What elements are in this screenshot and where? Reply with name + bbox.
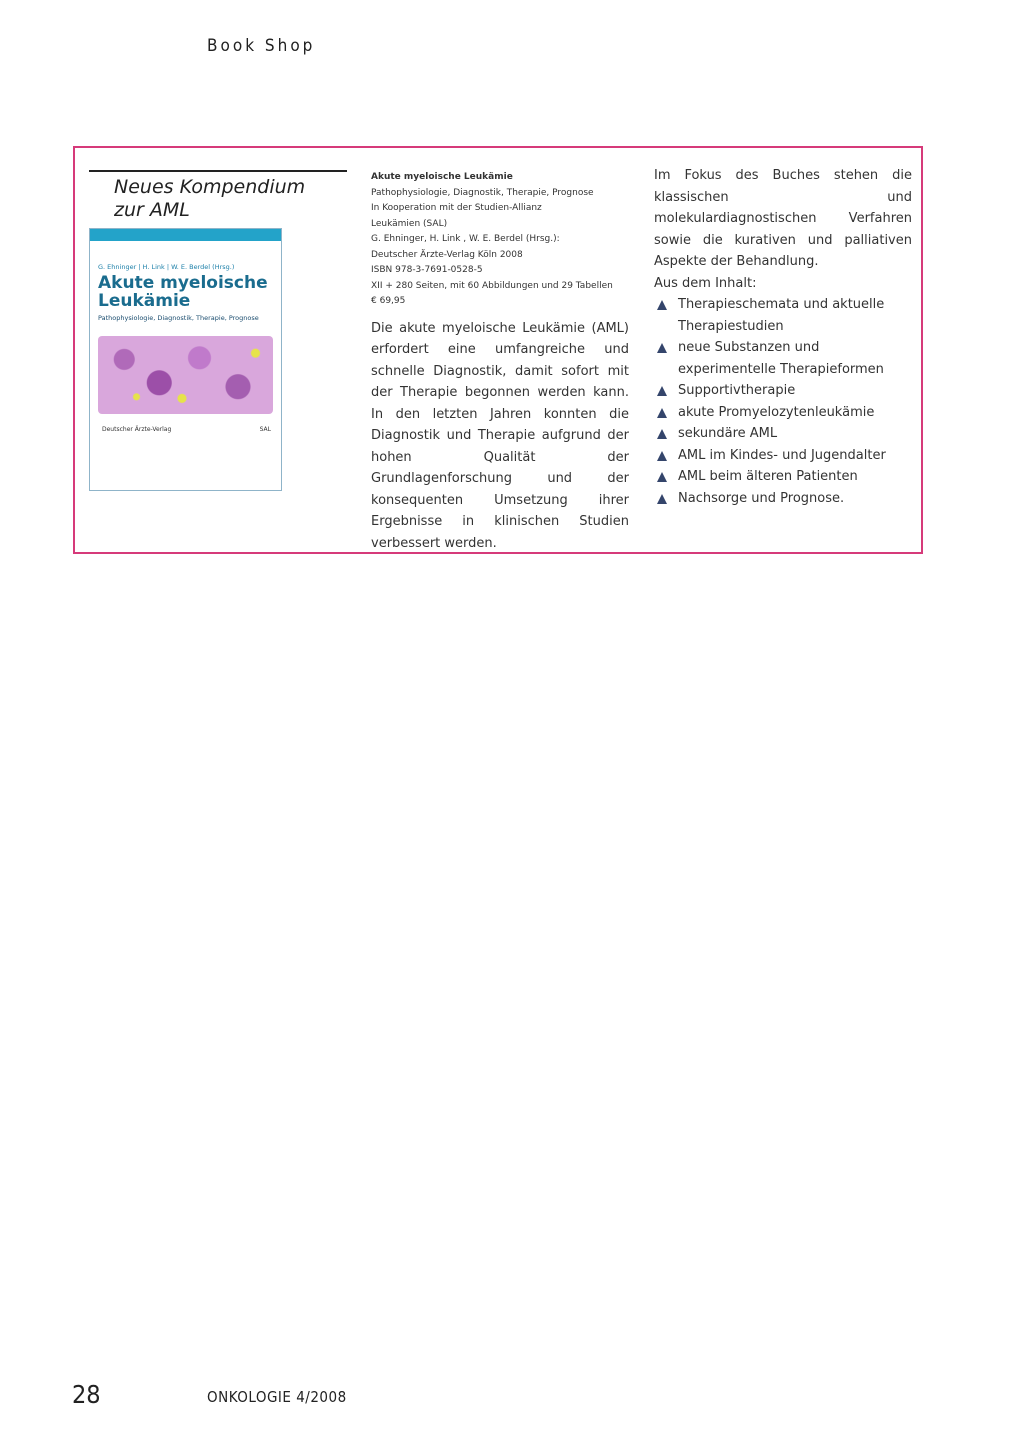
cover-subtitle: Pathophysiologie, Diagnostik, Therapie, Prognose — [98, 314, 259, 322]
heading-line-2: zur AML — [114, 199, 190, 221]
book-price: € 69,95 — [371, 296, 406, 306]
list-item — [654, 337, 912, 380]
triangle-bullet-icon — [657, 429, 667, 439]
triangle-bullet-icon — [657, 343, 667, 353]
list-item-text: Supportivtherapie — [678, 383, 796, 398]
cover-authors: G. Ehninger | H. Link | W. E. Berdel (Hrsg.) — [98, 263, 235, 271]
triangle-bullet-icon — [657, 472, 667, 482]
list-item — [654, 488, 912, 510]
section-title: Book Shop — [207, 36, 316, 56]
book-cooperation-2: Leukämien (SAL) — [371, 218, 448, 229]
book-cover-image — [89, 228, 282, 491]
book-metadata — [371, 170, 629, 310]
triangle-bullet-icon — [657, 300, 667, 310]
list-item — [654, 380, 912, 402]
triangle-bullet-icon — [657, 494, 667, 504]
book-cooperation: In Kooperation mit der Studien-Allianz — [371, 203, 542, 213]
book-subtitle: Pathophysiologie, Diagnostik, Therapie, Prognose — [371, 187, 594, 198]
cover-title-line-2: Leukämie — [98, 291, 191, 311]
book-editors: G. Ehninger, H. Link , W. E. Berdel (Hrsg.): — [371, 234, 560, 244]
heading-line-1: Neues Kompendium — [114, 176, 306, 198]
contents-list — [654, 294, 912, 509]
journal-name: ONKOLOGIE 4/2008 — [207, 1388, 347, 1406]
promo-heading — [89, 176, 347, 222]
cover-title — [90, 271, 281, 310]
list-item — [654, 423, 912, 445]
triangle-bullet-icon — [657, 408, 667, 418]
book-contents-column — [654, 165, 912, 509]
list-item — [654, 466, 912, 488]
book-promo-box — [73, 146, 923, 554]
list-item-text: Therapieschemata und aktuelle Therapiestudien — [678, 297, 885, 334]
cover-logo: SAL — [259, 426, 271, 433]
list-item — [654, 294, 912, 337]
triangle-bullet-icon — [657, 451, 667, 461]
book-isbn: ISBN 978-3-7691-0528-5 — [371, 265, 483, 275]
page-number: 28 — [72, 1380, 101, 1409]
book-details-column — [371, 170, 629, 554]
cover-title-line-1: Akute myeloische — [98, 273, 268, 293]
contents-label: Aus dem Inhalt: — [654, 275, 757, 291]
list-item-text: sekundäre AML — [678, 426, 778, 441]
book-title: Akute myeloische Leukämie — [371, 172, 513, 182]
focus-text: Im Fokus des Buches stehen die klassischen und molekulardiagnostischen Verfahren sowie die kurativen und palliativen Aspekte der Behandlung. — [654, 168, 912, 269]
book-description: Die akute myeloische Leukämie (AML) erfordert eine umfangreiche und schnelle Diagnostik, damit sofort mit der Therapie begonnen werden kann. In den letzten Jahren konnten die Diagnostik und Therapie aufgrund der hohen Qualität der Grundlagenforschung und der konsequenten Umsetzung ihrer Ergebnisse in klinischen Studien verbessert werden. — [371, 320, 629, 551]
book-pages: XII + 280 Seiten, mit 60 Abbildungen und 29 Tabellen — [371, 280, 613, 291]
cover-top-band — [90, 229, 281, 241]
heading-rule — [89, 170, 347, 172]
list-item-text: neue Substanzen und experimentelle Therapieformen — [678, 340, 884, 377]
triangle-bullet-icon — [657, 386, 667, 396]
list-item-text: AML beim älteren Patienten — [678, 469, 858, 484]
list-item — [654, 402, 912, 424]
cover-footer — [90, 414, 281, 433]
book-publisher: Deutscher Ärzte-Verlag Köln 2008 — [371, 249, 523, 260]
list-item-text: AML im Kindes- und Jugendalter — [678, 447, 886, 463]
list-item-text: Nachsorge und Prognose. — [678, 490, 845, 506]
cover-cell-illustration — [98, 336, 273, 414]
heading-column — [89, 170, 347, 222]
list-item — [654, 445, 912, 467]
list-item-text: akute Promyelozytenleukämie — [678, 404, 875, 420]
cover-publisher: Deutscher Ärzte-Verlag — [102, 426, 172, 433]
